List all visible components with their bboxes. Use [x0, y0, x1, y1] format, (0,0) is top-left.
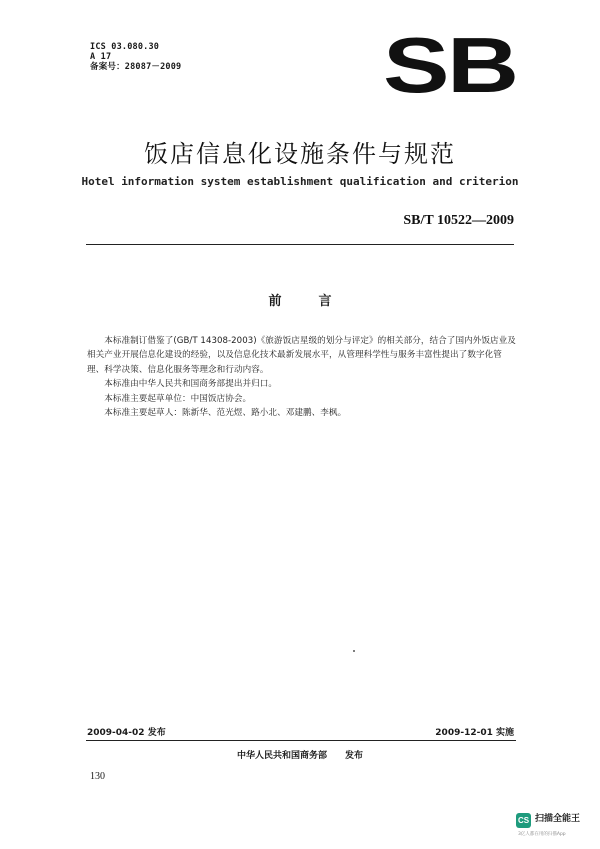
document-title-chinese: 饭店信息化设施条件与规范 — [144, 140, 456, 168]
header-divider — [86, 244, 514, 245]
foreword-paragraph: 本标准制订借鉴了(GB/T 14308-2003)《旅游饭店星级的划分与评定》的相关部分，结合了国内外饭店业及相关产业开展信息化建设的经验，以及信息化技术最新发展水平，从管理科学性与服务丰富性提出了数字化管理、科学决策、信息化服务等理念和行动内容。 — [87, 336, 516, 375]
page-number: 130 — [90, 771, 105, 782]
filing-number: 备案号：28087－2009 — [90, 62, 182, 72]
foreword-body — [87, 334, 517, 420]
foreword-paragraph: 本标准主要起草单位：中国饭店协会。 — [104, 393, 252, 404]
camscanner-logo-icon: CS — [516, 813, 531, 828]
footer-divider — [86, 740, 516, 741]
foreword-paragraph: 本标准由中华人民共和国商务部提出并归口。 — [104, 379, 278, 390]
foreword-paragraph: 本标准主要起草人：陈新华、范光煜、路小北、邓建鹏、李枫。 — [104, 408, 347, 419]
camscanner-name: 扫描全能王 — [535, 814, 581, 824]
ics-code: ICS 03.080.30 — [90, 42, 160, 52]
camscanner-tagline: 3亿人都在用的扫描App — [518, 832, 566, 837]
document-title-english: Hotel information system establishment qualification and criterion — [81, 175, 519, 188]
issue-date: 2009-04-02 发布 — [87, 728, 166, 738]
sb-logo: SB — [383, 21, 517, 109]
category-code: A 17 — [90, 52, 112, 62]
foreword-heading: 前 言 — [268, 294, 344, 309]
publisher: 中华人民共和国商务部 发布 — [236, 751, 363, 761]
implementation-date: 2009-12-01 实施 — [435, 728, 514, 738]
scan-speck — [353, 650, 355, 652]
standard-number: SB/T 10522—2009 — [403, 213, 514, 228]
